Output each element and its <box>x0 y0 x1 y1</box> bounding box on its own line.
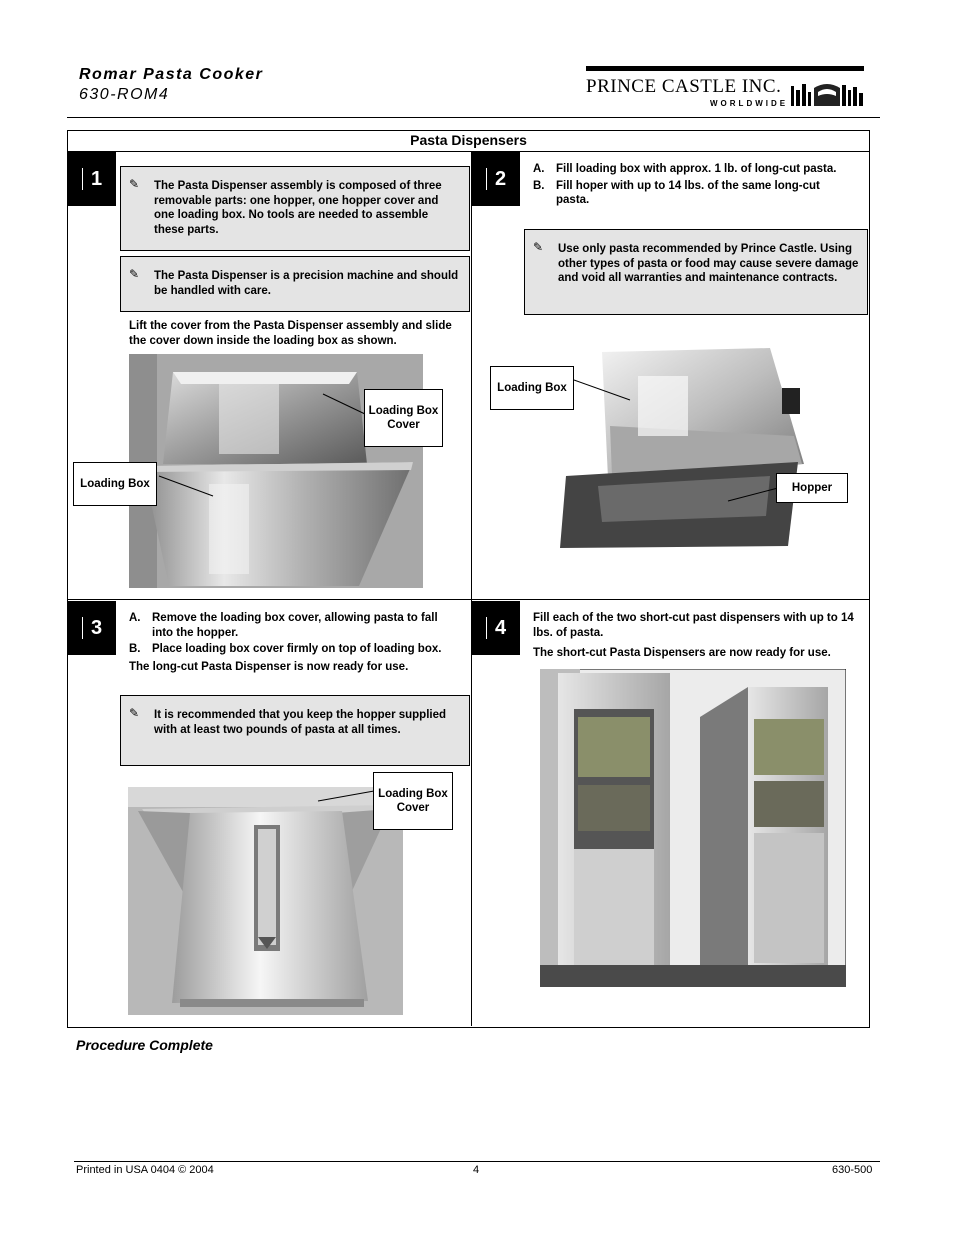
step-3-item-a: A. Remove the loading box cover, allowing pasta to fall into the hopper. <box>129 612 438 639</box>
step-4-number: 4 <box>472 601 520 655</box>
column-divider <box>471 151 472 1026</box>
step-1-number: 1 <box>68 152 116 206</box>
hopper-photo <box>538 326 817 549</box>
pencil-note-icon: ✎ <box>129 706 140 720</box>
document-number: 630-500 <box>832 1164 873 1176</box>
row-divider <box>67 599 870 600</box>
step-3-note <box>120 695 470 766</box>
short-cut-dispensers-photo <box>540 669 846 987</box>
step-3-item-b: B. Place loading box cover firmly on top of loading box. <box>129 643 442 655</box>
pencil-note-icon: ✎ <box>129 177 140 191</box>
step-4-ready-text: The short-cut Pasta Dispensers are now ready for use. <box>533 647 831 659</box>
long-cut-dispenser-photo <box>128 787 403 1015</box>
callout-loading-box: Loading Box <box>73 462 157 506</box>
pencil-note-icon: ✎ <box>129 267 140 281</box>
step-1-note-2-text: The Pasta Dispenser is a precision machine and should be handled with care. <box>154 270 459 297</box>
step-3-number: 3 <box>68 601 116 655</box>
page-number: 4 <box>473 1164 480 1176</box>
logo-main-text: PRINCE CASTLE INC. <box>586 76 782 97</box>
callout-hopper: Hopper <box>776 473 848 503</box>
step-3-note-text: It is recommended that you keep the hopper supplied with at least two pounds of pasta at all times. <box>154 709 447 736</box>
step-2-item-a: A. Fill loading box with approx. 1 lb. of long-cut pasta. <box>533 163 837 175</box>
step-1-note-1 <box>120 166 470 251</box>
step-4-instruction: Fill each of the two short-cut past dispensers with up to 14 lbs. of pasta. <box>533 612 854 639</box>
globe-logo-icon <box>790 82 864 108</box>
step-3-list <box>129 611 459 674</box>
logo-bar <box>586 66 864 71</box>
step-2-note <box>524 229 868 315</box>
section-title: Pasta Dispensers <box>67 130 870 152</box>
callout-loading-box-cover: Loading Box Cover <box>373 772 453 830</box>
document-title: Romar Pasta Cooker <box>79 66 264 83</box>
procedure-complete: Procedure Complete <box>76 1037 213 1053</box>
footer-print-info: Printed in USA 0404 © 2004 <box>76 1164 214 1176</box>
step-3-ready-text: The long-cut Pasta Dispenser is now ready for use. <box>129 660 409 673</box>
callout-loading-box: Loading Box <box>490 366 574 410</box>
callout-loading-box-cover: Loading Box Cover <box>364 389 443 447</box>
step-2-note-text: Use only pasta recommended by Prince Castle. Using other types of pasta or food may cause severe damage and void all warranties and maintenance contracts. <box>558 243 859 284</box>
logo-subtitle: WORLDWIDE <box>710 99 789 108</box>
step-2-list <box>533 162 853 208</box>
step-2-number: 2 <box>472 152 520 206</box>
step-1-note-2 <box>120 256 470 312</box>
step-1-note-1-text: The Pasta Dispenser assembly is composed of three removable parts: one hopper, one hopper cover and one loading box. No tools are needed to assemble these parts. <box>154 180 442 236</box>
header-rule <box>67 117 880 118</box>
footer-rule <box>74 1161 880 1162</box>
pencil-note-icon: ✎ <box>533 240 544 254</box>
model-number: 630-ROM4 <box>79 86 170 103</box>
logo-wordmark <box>586 76 786 98</box>
step-1-instruction: Lift the cover from the Pasta Dispenser assembly and slide the cover down inside the loading box as shown. <box>129 320 452 347</box>
step-2-item-b: B. Fill hoper with up to 14 lbs. of the same long-cut pasta. <box>533 179 820 206</box>
